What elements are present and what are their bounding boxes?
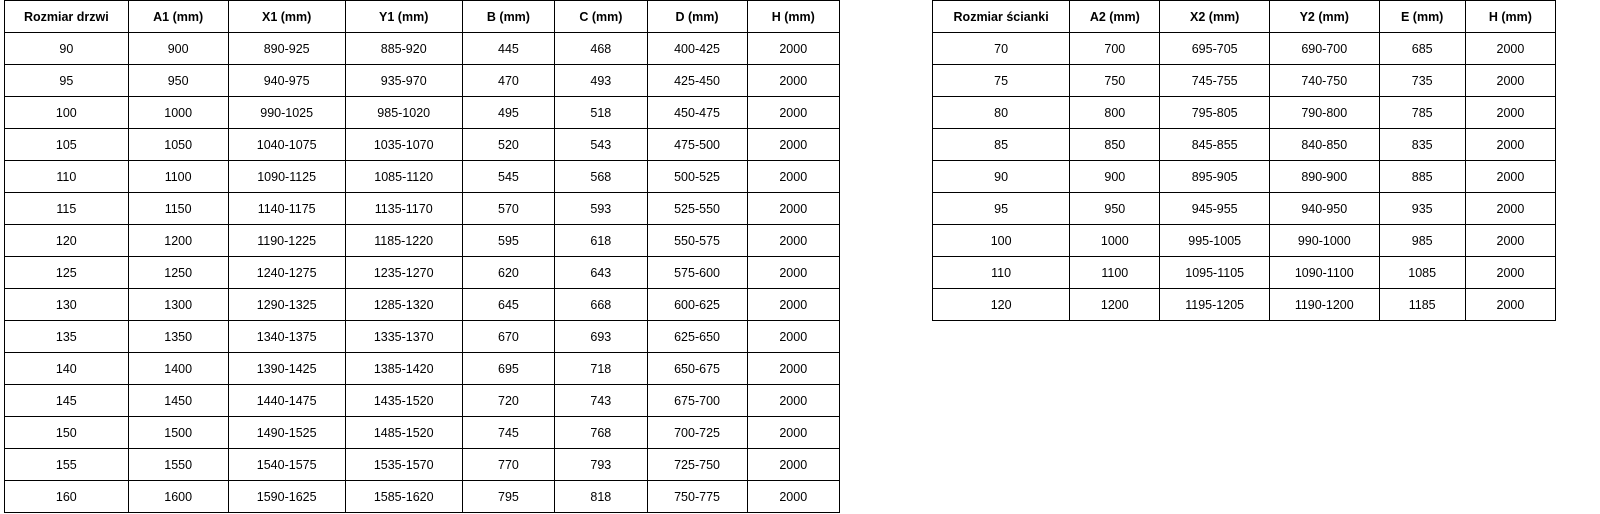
table-cell: 518 bbox=[555, 97, 647, 129]
table-row bbox=[5, 321, 840, 353]
table-cell: 695-705 bbox=[1160, 33, 1270, 65]
table-cell: 425-450 bbox=[647, 65, 747, 97]
table-cell: 120 bbox=[933, 289, 1070, 321]
table-cell: 70 bbox=[933, 33, 1070, 65]
table-cell: 1035-1070 bbox=[345, 129, 462, 161]
table-cell: 493 bbox=[555, 65, 647, 97]
table-cell: 985-1020 bbox=[345, 97, 462, 129]
table-header-row bbox=[933, 1, 1556, 33]
table-cell: 745-755 bbox=[1160, 65, 1270, 97]
table-cell: 160 bbox=[5, 481, 129, 513]
table-cell: 720 bbox=[462, 385, 554, 417]
table-cell: 700-725 bbox=[647, 417, 747, 449]
table-cell: 725-750 bbox=[647, 449, 747, 481]
table-cell: 115 bbox=[5, 193, 129, 225]
table-cell: 1150 bbox=[128, 193, 228, 225]
walls-dimensions-table bbox=[932, 0, 1556, 321]
table-row bbox=[933, 33, 1556, 65]
table-cell: 2000 bbox=[747, 289, 839, 321]
column-header: B (mm) bbox=[462, 1, 554, 33]
table-cell: 1285-1320 bbox=[345, 289, 462, 321]
column-header: A1 (mm) bbox=[128, 1, 228, 33]
table-cell: 1540-1575 bbox=[228, 449, 345, 481]
table-cell: 895-905 bbox=[1160, 161, 1270, 193]
table-cell: 2000 bbox=[747, 225, 839, 257]
table-cell: 885-920 bbox=[345, 33, 462, 65]
table-cell: 695 bbox=[462, 353, 554, 385]
table-cell: 125 bbox=[5, 257, 129, 289]
table-cell: 750 bbox=[1070, 65, 1160, 97]
doors-table-header bbox=[5, 1, 840, 33]
table-cell: 140 bbox=[5, 353, 129, 385]
table-cell: 2000 bbox=[747, 353, 839, 385]
table-cell: 1090-1125 bbox=[228, 161, 345, 193]
table-cell: 1385-1420 bbox=[345, 353, 462, 385]
table-cell: 2000 bbox=[1465, 129, 1555, 161]
table-cell: 475-500 bbox=[647, 129, 747, 161]
column-header: Rozmiar drzwi bbox=[5, 1, 129, 33]
table-cell: 495 bbox=[462, 97, 554, 129]
table-cell: 1050 bbox=[128, 129, 228, 161]
table-cell: 75 bbox=[933, 65, 1070, 97]
table-cell: 743 bbox=[555, 385, 647, 417]
table-cell: 745 bbox=[462, 417, 554, 449]
table-cell: 770 bbox=[462, 449, 554, 481]
table-header-row bbox=[5, 1, 840, 33]
walls-dimensions-table-container bbox=[932, 0, 1556, 321]
table-cell: 1535-1570 bbox=[345, 449, 462, 481]
table-cell: 1350 bbox=[128, 321, 228, 353]
table-cell: 1195-1205 bbox=[1160, 289, 1270, 321]
table-cell: 1085 bbox=[1379, 257, 1465, 289]
table-cell: 890-900 bbox=[1269, 161, 1379, 193]
table-cell: 100 bbox=[5, 97, 129, 129]
table-cell: 1095-1105 bbox=[1160, 257, 1270, 289]
table-row bbox=[5, 97, 840, 129]
table-cell: 890-925 bbox=[228, 33, 345, 65]
table-cell: 945-955 bbox=[1160, 193, 1270, 225]
table-cell: 1550 bbox=[128, 449, 228, 481]
table-cell: 1240-1275 bbox=[228, 257, 345, 289]
table-row bbox=[933, 225, 1556, 257]
table-cell: 900 bbox=[128, 33, 228, 65]
table-cell: 1200 bbox=[1070, 289, 1160, 321]
table-cell: 85 bbox=[933, 129, 1070, 161]
table-row bbox=[5, 129, 840, 161]
table-cell: 1485-1520 bbox=[345, 417, 462, 449]
table-cell: 785 bbox=[1379, 97, 1465, 129]
table-cell: 2000 bbox=[747, 129, 839, 161]
table-cell: 1400 bbox=[128, 353, 228, 385]
table-cell: 840-850 bbox=[1269, 129, 1379, 161]
column-header: A2 (mm) bbox=[1070, 1, 1160, 33]
table-cell: 670 bbox=[462, 321, 554, 353]
table-cell: 645 bbox=[462, 289, 554, 321]
table-cell: 600-625 bbox=[647, 289, 747, 321]
table-cell: 1585-1620 bbox=[345, 481, 462, 513]
table-cell: 940-950 bbox=[1269, 193, 1379, 225]
table-cell: 1100 bbox=[128, 161, 228, 193]
table-cell: 130 bbox=[5, 289, 129, 321]
table-cell: 105 bbox=[5, 129, 129, 161]
table-row bbox=[5, 257, 840, 289]
column-header: X2 (mm) bbox=[1160, 1, 1270, 33]
column-header: D (mm) bbox=[647, 1, 747, 33]
table-cell: 150 bbox=[5, 417, 129, 449]
walls-table-header bbox=[933, 1, 1556, 33]
table-cell: 950 bbox=[128, 65, 228, 97]
table-cell: 718 bbox=[555, 353, 647, 385]
table-cell: 935-970 bbox=[345, 65, 462, 97]
column-header: Rozmiar ścianki bbox=[933, 1, 1070, 33]
table-cell: 795-805 bbox=[1160, 97, 1270, 129]
table-cell: 1250 bbox=[128, 257, 228, 289]
doors-dimensions-table-container bbox=[4, 0, 840, 513]
table-cell: 2000 bbox=[1465, 257, 1555, 289]
table-cell: 650-675 bbox=[647, 353, 747, 385]
table-cell: 100 bbox=[933, 225, 1070, 257]
table-cell: 1600 bbox=[128, 481, 228, 513]
table-cell: 90 bbox=[933, 161, 1070, 193]
table-cell: 500-525 bbox=[647, 161, 747, 193]
table-cell: 525-550 bbox=[647, 193, 747, 225]
table-cell: 940-975 bbox=[228, 65, 345, 97]
table-row bbox=[933, 193, 1556, 225]
table-cell: 2000 bbox=[1465, 225, 1555, 257]
table-cell: 800 bbox=[1070, 97, 1160, 129]
table-cell: 90 bbox=[5, 33, 129, 65]
table-cell: 735 bbox=[1379, 65, 1465, 97]
table-row bbox=[5, 65, 840, 97]
table-cell: 1185 bbox=[1379, 289, 1465, 321]
table-cell: 1190-1200 bbox=[1269, 289, 1379, 321]
table-row bbox=[5, 449, 840, 481]
table-cell: 2000 bbox=[747, 417, 839, 449]
column-header: H (mm) bbox=[747, 1, 839, 33]
table-row bbox=[5, 385, 840, 417]
table-cell: 900 bbox=[1070, 161, 1160, 193]
table-cell: 2000 bbox=[1465, 161, 1555, 193]
doors-table-body bbox=[5, 33, 840, 513]
table-row bbox=[5, 353, 840, 385]
table-cell: 2000 bbox=[1465, 65, 1555, 97]
table-cell: 80 bbox=[933, 97, 1070, 129]
table-cell: 690-700 bbox=[1269, 33, 1379, 65]
table-cell: 675-700 bbox=[647, 385, 747, 417]
column-header: H (mm) bbox=[1465, 1, 1555, 33]
table-row bbox=[933, 257, 1556, 289]
table-cell: 145 bbox=[5, 385, 129, 417]
table-cell: 620 bbox=[462, 257, 554, 289]
table-cell: 2000 bbox=[747, 257, 839, 289]
table-cell: 2000 bbox=[747, 449, 839, 481]
table-cell: 768 bbox=[555, 417, 647, 449]
table-cell: 155 bbox=[5, 449, 129, 481]
table-row bbox=[5, 225, 840, 257]
table-cell: 543 bbox=[555, 129, 647, 161]
table-cell: 568 bbox=[555, 161, 647, 193]
table-cell: 668 bbox=[555, 289, 647, 321]
table-row bbox=[933, 65, 1556, 97]
column-header: E (mm) bbox=[1379, 1, 1465, 33]
table-cell: 2000 bbox=[1465, 33, 1555, 65]
column-header: Y2 (mm) bbox=[1269, 1, 1379, 33]
table-cell: 1100 bbox=[1070, 257, 1160, 289]
table-cell: 950 bbox=[1070, 193, 1160, 225]
table-cell: 2000 bbox=[1465, 193, 1555, 225]
table-cell: 1300 bbox=[128, 289, 228, 321]
table-cell: 1500 bbox=[128, 417, 228, 449]
table-row bbox=[5, 33, 840, 65]
table-cell: 1140-1175 bbox=[228, 193, 345, 225]
table-row bbox=[933, 97, 1556, 129]
table-cell: 2000 bbox=[747, 65, 839, 97]
table-cell: 885 bbox=[1379, 161, 1465, 193]
table-cell: 985 bbox=[1379, 225, 1465, 257]
table-cell: 445 bbox=[462, 33, 554, 65]
table-row bbox=[5, 417, 840, 449]
table-cell: 2000 bbox=[747, 385, 839, 417]
table-cell: 593 bbox=[555, 193, 647, 225]
table-cell: 450-475 bbox=[647, 97, 747, 129]
table-cell: 1450 bbox=[128, 385, 228, 417]
table-cell: 693 bbox=[555, 321, 647, 353]
table-cell: 120 bbox=[5, 225, 129, 257]
table-cell: 1000 bbox=[128, 97, 228, 129]
table-cell: 595 bbox=[462, 225, 554, 257]
table-cell: 850 bbox=[1070, 129, 1160, 161]
table-cell: 685 bbox=[1379, 33, 1465, 65]
table-cell: 618 bbox=[555, 225, 647, 257]
table-cell: 570 bbox=[462, 193, 554, 225]
table-row bbox=[933, 289, 1556, 321]
table-cell: 1200 bbox=[128, 225, 228, 257]
table-cell: 2000 bbox=[1465, 289, 1555, 321]
table-row bbox=[933, 129, 1556, 161]
table-row bbox=[5, 161, 840, 193]
table-cell: 643 bbox=[555, 257, 647, 289]
table-cell: 818 bbox=[555, 481, 647, 513]
table-cell: 470 bbox=[462, 65, 554, 97]
table-cell: 1590-1625 bbox=[228, 481, 345, 513]
table-cell: 550-575 bbox=[647, 225, 747, 257]
table-cell: 1135-1170 bbox=[345, 193, 462, 225]
table-cell: 2000 bbox=[747, 193, 839, 225]
table-cell: 2000 bbox=[747, 481, 839, 513]
column-header: Y1 (mm) bbox=[345, 1, 462, 33]
table-cell: 110 bbox=[933, 257, 1070, 289]
table-cell: 700 bbox=[1070, 33, 1160, 65]
doors-dimensions-table bbox=[4, 0, 840, 513]
table-cell: 135 bbox=[5, 321, 129, 353]
table-cell: 575-600 bbox=[647, 257, 747, 289]
table-cell: 1335-1370 bbox=[345, 321, 462, 353]
table-cell: 2000 bbox=[1465, 97, 1555, 129]
table-cell: 2000 bbox=[747, 33, 839, 65]
table-cell: 625-650 bbox=[647, 321, 747, 353]
table-cell: 845-855 bbox=[1160, 129, 1270, 161]
table-cell: 1290-1325 bbox=[228, 289, 345, 321]
table-cell: 520 bbox=[462, 129, 554, 161]
table-cell: 1440-1475 bbox=[228, 385, 345, 417]
table-cell: 1085-1120 bbox=[345, 161, 462, 193]
table-cell: 793 bbox=[555, 449, 647, 481]
table-cell: 1040-1075 bbox=[228, 129, 345, 161]
table-cell: 1185-1220 bbox=[345, 225, 462, 257]
table-cell: 1190-1225 bbox=[228, 225, 345, 257]
table-cell: 95 bbox=[5, 65, 129, 97]
table-cell: 400-425 bbox=[647, 33, 747, 65]
table-row bbox=[5, 289, 840, 321]
table-cell: 95 bbox=[933, 193, 1070, 225]
table-cell: 1090-1100 bbox=[1269, 257, 1379, 289]
table-row bbox=[5, 481, 840, 513]
table-cell: 2000 bbox=[747, 161, 839, 193]
table-cell: 990-1025 bbox=[228, 97, 345, 129]
walls-table-body bbox=[933, 33, 1556, 321]
table-cell: 1340-1375 bbox=[228, 321, 345, 353]
table-cell: 110 bbox=[5, 161, 129, 193]
column-header: C (mm) bbox=[555, 1, 647, 33]
table-cell: 2000 bbox=[747, 97, 839, 129]
table-row bbox=[933, 161, 1556, 193]
table-cell: 545 bbox=[462, 161, 554, 193]
table-cell: 1235-1270 bbox=[345, 257, 462, 289]
table-cell: 1390-1425 bbox=[228, 353, 345, 385]
table-cell: 1490-1525 bbox=[228, 417, 345, 449]
table-cell: 990-1000 bbox=[1269, 225, 1379, 257]
table-cell: 750-775 bbox=[647, 481, 747, 513]
column-header: X1 (mm) bbox=[228, 1, 345, 33]
table-cell: 1435-1520 bbox=[345, 385, 462, 417]
table-cell: 468 bbox=[555, 33, 647, 65]
table-cell: 1000 bbox=[1070, 225, 1160, 257]
table-cell: 740-750 bbox=[1269, 65, 1379, 97]
table-cell: 835 bbox=[1379, 129, 1465, 161]
table-cell: 995-1005 bbox=[1160, 225, 1270, 257]
table-cell: 935 bbox=[1379, 193, 1465, 225]
table-cell: 795 bbox=[462, 481, 554, 513]
table-cell: 790-800 bbox=[1269, 97, 1379, 129]
table-cell: 2000 bbox=[747, 321, 839, 353]
table-row bbox=[5, 193, 840, 225]
